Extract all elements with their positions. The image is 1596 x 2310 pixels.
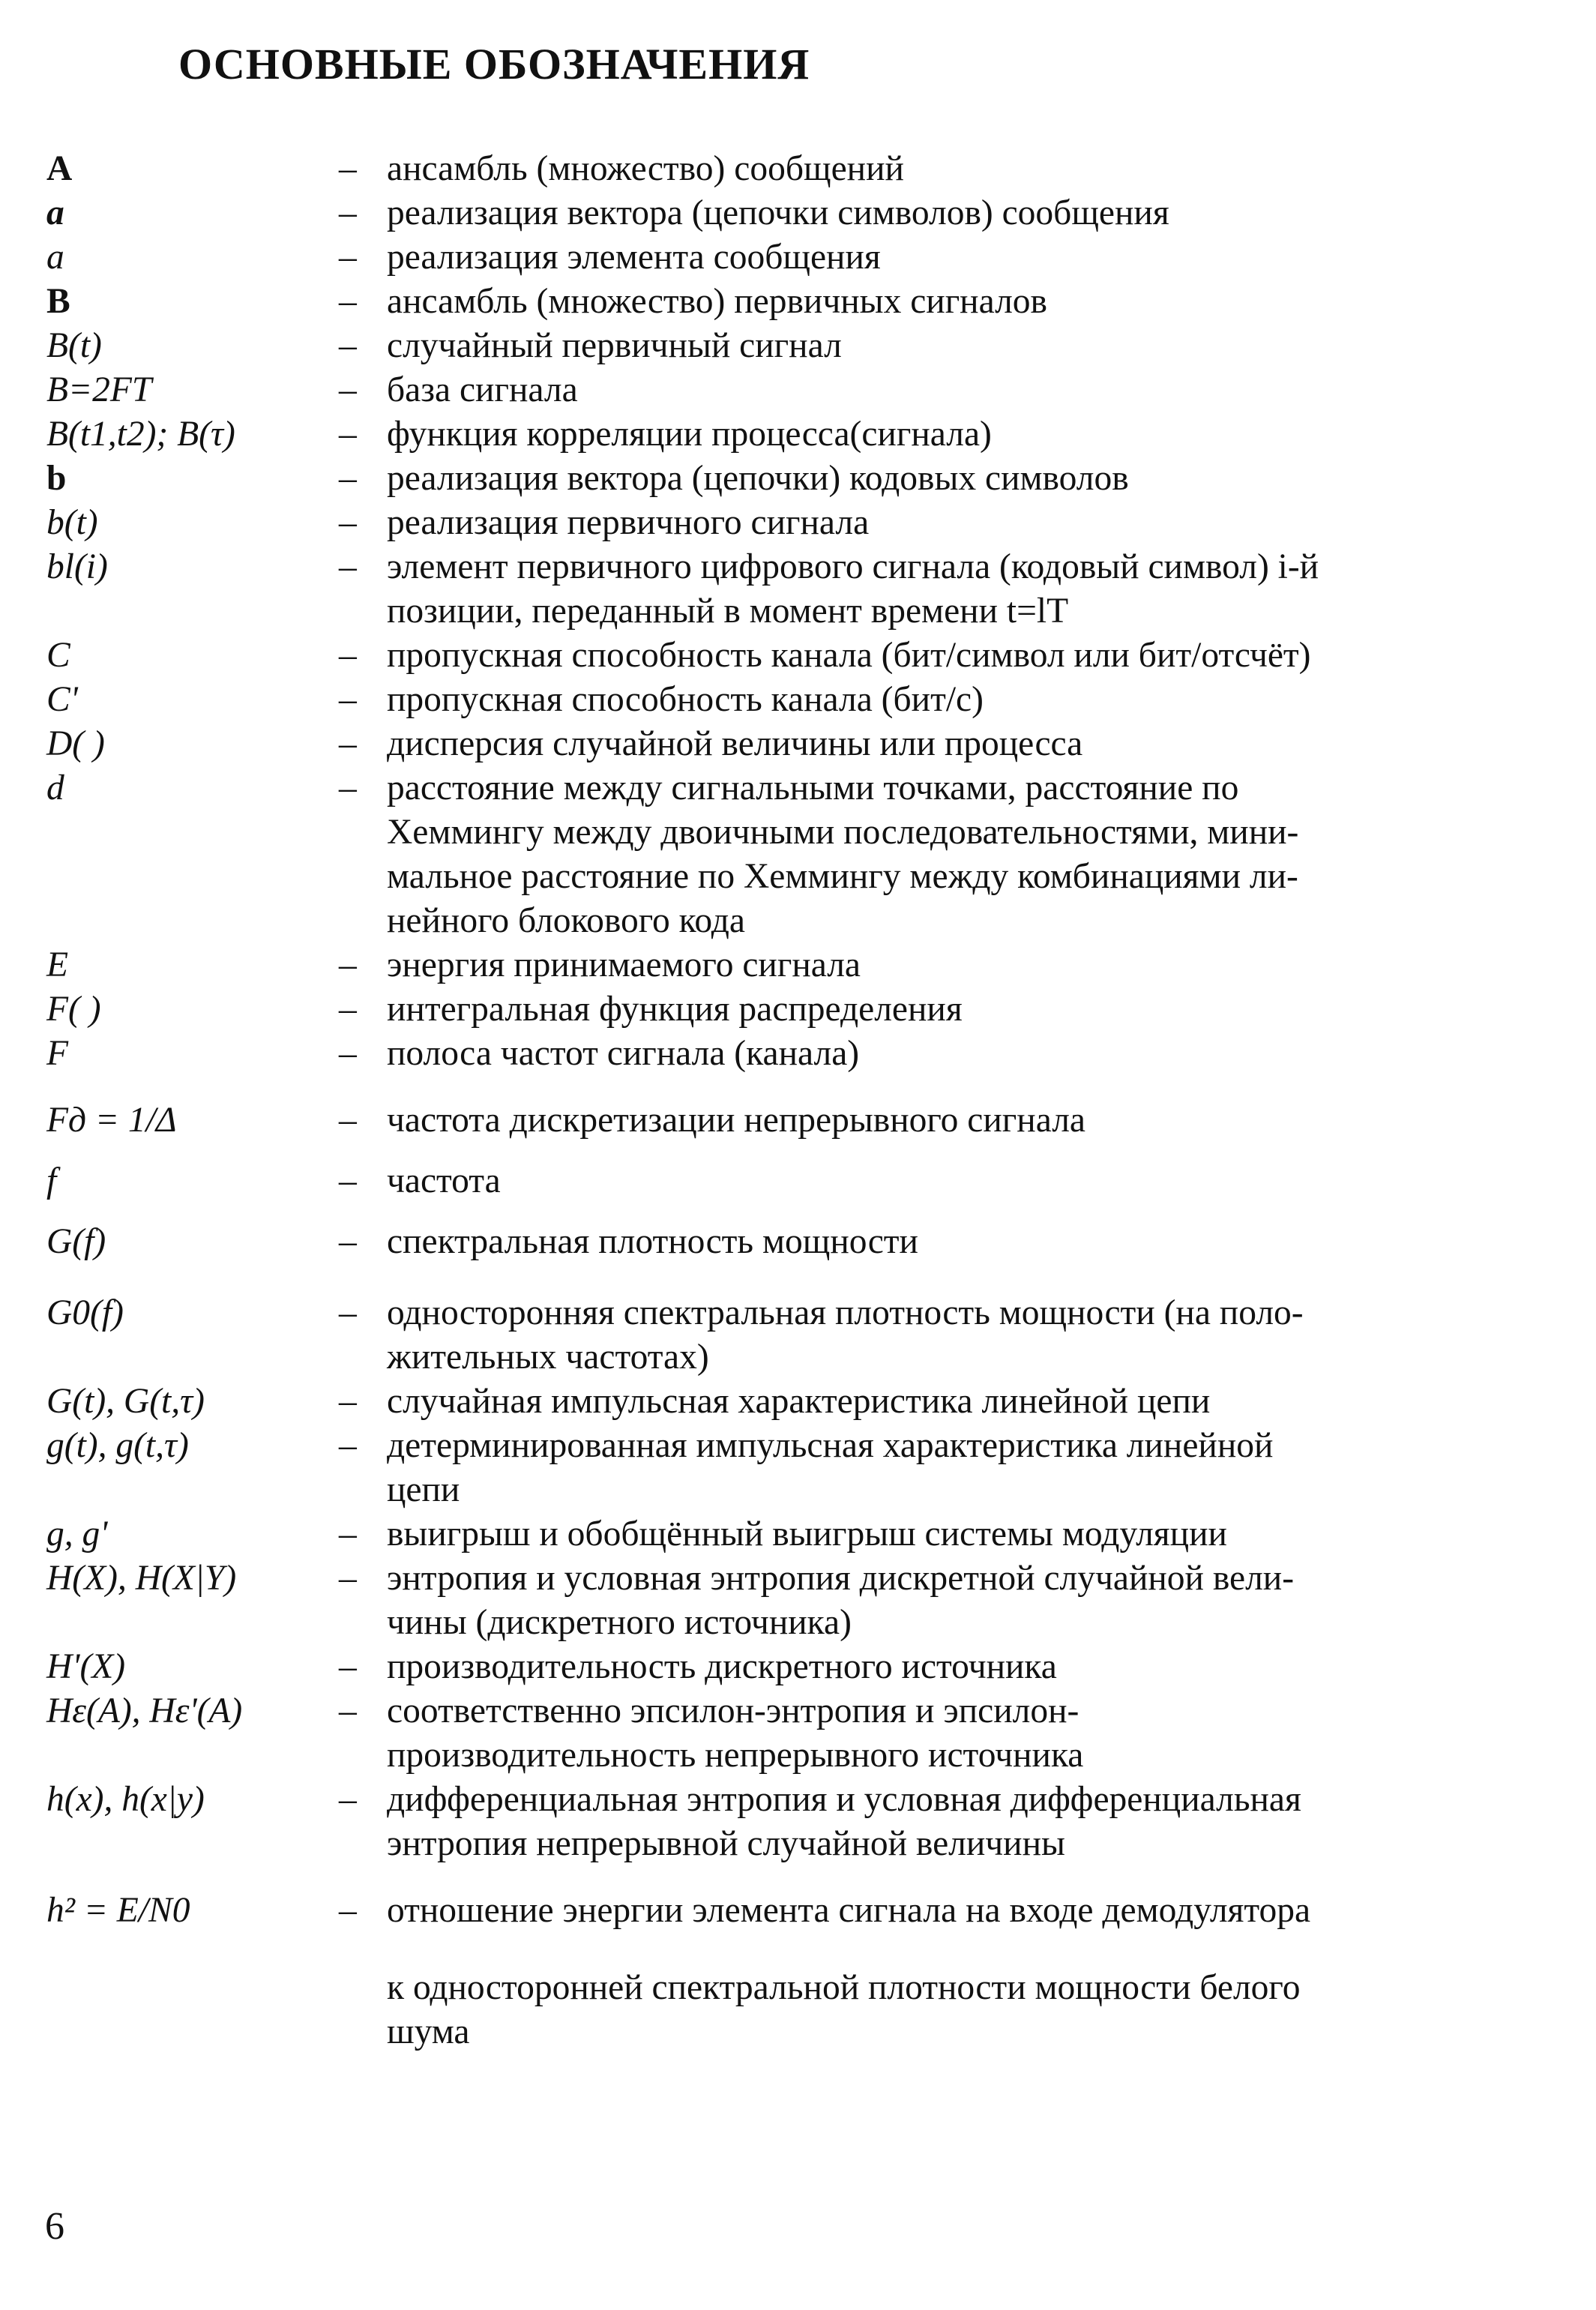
notation-symbol: b xyxy=(46,459,67,498)
dash: – xyxy=(339,680,357,719)
notation-entry xyxy=(46,1689,1568,1778)
notation-entry xyxy=(46,1778,1568,1866)
description-line: к односторонней спектральной плотности мощности белого xyxy=(387,1968,1301,2007)
notation-description xyxy=(387,1380,1568,1424)
notation-symbol: Fд = 1/Δ xyxy=(46,1101,177,1140)
notation-symbol: H'(X) xyxy=(46,1647,126,1686)
notation-description xyxy=(387,1098,1568,1143)
notation-entry xyxy=(46,1556,1568,1645)
dash: – xyxy=(339,370,357,409)
notation-symbol: C' xyxy=(46,680,78,719)
notation-symbol: g, g' xyxy=(46,1515,108,1553)
notation-symbol: B(t) xyxy=(46,326,102,365)
notation-symbol: d xyxy=(46,769,64,807)
notation-description xyxy=(387,766,1568,943)
description-line: производительность дискретного источника xyxy=(387,1647,1057,1686)
dash: – xyxy=(339,945,357,984)
notation-entry xyxy=(46,545,1568,634)
dash: – xyxy=(339,1101,357,1140)
notation-description xyxy=(387,1032,1568,1076)
description-line: энергия принимаемого сигнала xyxy=(387,945,861,984)
notation-symbol: H(X), H(X|Y) xyxy=(46,1559,237,1598)
page-title: ОСНОВНЫЕ ОБОЗНАЧЕНИЯ xyxy=(178,40,810,88)
notation-entry xyxy=(46,235,1568,280)
notation-description xyxy=(387,943,1568,987)
description-line: производительность непрерывного источника xyxy=(387,1736,1084,1775)
notation-entry xyxy=(46,987,1568,1032)
notation-entry xyxy=(46,412,1568,457)
notation-entry xyxy=(46,368,1568,412)
notation-entry xyxy=(46,1512,1568,1556)
dash: – xyxy=(339,1293,357,1332)
description-line: частота дискретизации непрерывного сигнала xyxy=(387,1101,1085,1140)
notation-description xyxy=(387,1645,1568,1689)
dash: – xyxy=(339,193,357,232)
notation-description xyxy=(387,501,1568,545)
dash: – xyxy=(339,1780,357,1819)
description-line: энтропия и условная энтропия дискретной случайной вели- xyxy=(387,1559,1295,1598)
notation-symbol: B xyxy=(46,282,70,321)
notation-entry xyxy=(46,1424,1568,1512)
dash: – xyxy=(339,1515,357,1553)
notation-description xyxy=(387,1556,1568,1645)
dash: – xyxy=(339,769,357,807)
notation-symbol: B(t1,t2); B(τ) xyxy=(46,415,235,454)
notation-symbol: G0(f) xyxy=(46,1293,124,1332)
description-line: пропускная способность канала (бит/с) xyxy=(387,680,984,719)
description-line: дифференциальная энтропия и условная дифференциальная xyxy=(387,1780,1301,1819)
description-line: нейного блокового кода xyxy=(387,901,745,940)
notation-symbol: h² = E/N0 xyxy=(46,1891,190,1930)
dash: – xyxy=(339,282,357,321)
notation-description xyxy=(387,722,1568,766)
notation-entry xyxy=(46,634,1568,678)
dash: – xyxy=(339,1382,357,1421)
description-line: шума xyxy=(387,2012,470,2051)
description-line: ансамбль (множество) первичных сигналов xyxy=(387,282,1047,321)
dash: – xyxy=(339,1161,357,1200)
notation-description xyxy=(387,235,1568,280)
notation-description xyxy=(387,634,1568,678)
notation-description xyxy=(387,412,1568,457)
notation-entry xyxy=(46,1032,1568,1076)
notation-entry xyxy=(46,191,1568,235)
notation-symbol: a xyxy=(46,193,64,232)
description-line: мальное расстояние по Хеммингу между комбинациями ли- xyxy=(387,857,1298,896)
notation-symbol: G(t), G(t,τ) xyxy=(46,1382,205,1421)
notation-description xyxy=(387,1220,1568,1264)
dash: – xyxy=(339,1426,357,1465)
notation-entry xyxy=(46,1380,1568,1424)
notation-symbol: b(t) xyxy=(46,503,98,542)
dash: – xyxy=(339,1691,357,1730)
notation-entry xyxy=(46,1645,1568,1689)
notation-entry xyxy=(46,501,1568,545)
dash: – xyxy=(339,326,357,365)
dash: – xyxy=(339,724,357,763)
dash: – xyxy=(339,636,357,675)
notation-entry xyxy=(46,766,1568,943)
description-line: выигрыш и обобщённый выигрыш системы модуляции xyxy=(387,1515,1227,1553)
dash: – xyxy=(339,547,357,586)
description-line: односторонняя спектральная плотность мощности (на поло- xyxy=(387,1293,1304,1332)
description-line: пропускная способность канала (бит/символ или бит/отсчёт) xyxy=(387,636,1311,675)
description-line: энтропия непрерывной случайной величины xyxy=(387,1824,1065,1863)
notation-symbol: G(f) xyxy=(46,1222,106,1261)
description-line: спектральная плотность мощности xyxy=(387,1222,918,1261)
description-line: отношение энергии элемента сигнала на входе демодулятора xyxy=(387,1891,1311,1930)
description-line: реализация вектора (цепочки) кодовых символов xyxy=(387,459,1129,498)
dash: – xyxy=(339,1647,357,1686)
description-line: Хеммингу между двоичными последовательностями, мини- xyxy=(387,813,1299,852)
notation-description xyxy=(387,1689,1568,1778)
notation-description xyxy=(387,1291,1568,1380)
description-line: соответственно эпсилон-энтропия и эпсилон- xyxy=(387,1691,1079,1730)
description-line: дисперсия случайной величины или процесса xyxy=(387,724,1083,763)
description-line: реализация элемента сообщения xyxy=(387,238,881,277)
dash: – xyxy=(339,1891,357,1930)
notation-entry xyxy=(46,1291,1568,1380)
description-line: реализация вектора (цепочки символов) сообщения xyxy=(387,193,1169,232)
description-line: случайный первичный сигнал xyxy=(387,326,842,365)
notation-entry xyxy=(46,722,1568,766)
description-line: ансамбль (множество) сообщений xyxy=(387,149,904,188)
description-line: полоса частот сигнала (канала) xyxy=(387,1034,860,1073)
notation-entry xyxy=(46,457,1568,501)
notation-entry xyxy=(46,678,1568,722)
notation-symbol: h(x), h(x|y) xyxy=(46,1780,205,1819)
notation-description xyxy=(387,147,1568,191)
dash: – xyxy=(339,1559,357,1598)
description-line: реализация первичного сигнала xyxy=(387,503,870,542)
notation-symbol: f xyxy=(46,1161,57,1200)
description-line: функция корреляции процесса(сигнала) xyxy=(387,415,992,454)
notation-description xyxy=(387,1159,1568,1203)
notation-description xyxy=(387,1778,1568,1866)
description-line: позиции, переданный в момент времени t=lT xyxy=(387,592,1069,631)
description-line: расстояние между сигнальными точками, расстояние по xyxy=(387,769,1239,807)
notation-entry xyxy=(46,943,1568,987)
description-line: детерминированная импульсная характеристика линейной xyxy=(387,1426,1274,1465)
notation-description xyxy=(387,368,1568,412)
dash: – xyxy=(339,149,357,188)
notation-entry xyxy=(46,1159,1568,1203)
notation-description xyxy=(387,324,1568,368)
description-line: элемент первичного цифрового сигнала (кодовый символ) i-й xyxy=(387,547,1319,586)
notation-symbol: C xyxy=(46,636,70,675)
description-line: случайная импульсная характеристика линейной цепи xyxy=(387,1382,1211,1421)
notation-description xyxy=(387,987,1568,1032)
notation-entry xyxy=(46,147,1568,191)
notation-entry xyxy=(46,1098,1568,1143)
notation-symbol: bl(i) xyxy=(46,547,108,586)
dash: – xyxy=(339,503,357,542)
description-line: частота xyxy=(387,1161,501,1200)
notation-symbol: a xyxy=(46,238,64,277)
description-line: интегральная функция распределения xyxy=(387,990,963,1029)
description-line: база сигнала xyxy=(387,370,578,409)
notation-entry xyxy=(46,1220,1568,1264)
notation-description xyxy=(387,457,1568,501)
notation-entry xyxy=(46,1889,1568,2054)
notation-description xyxy=(387,545,1568,634)
notation-symbol: A xyxy=(46,149,73,188)
notation-list xyxy=(46,147,1568,2054)
notation-symbol: g(t), g(t,τ) xyxy=(46,1426,189,1465)
dash: – xyxy=(339,1034,357,1073)
notation-symbol: Hε(A), Hε'(A) xyxy=(46,1691,243,1730)
notation-description xyxy=(387,1512,1568,1556)
notation-symbol: B=2FT xyxy=(46,370,152,409)
notation-description xyxy=(387,1424,1568,1512)
page-number: 6 xyxy=(45,2205,64,2248)
dash: – xyxy=(339,238,357,277)
notation-symbol: F( ) xyxy=(46,990,101,1029)
notation-description xyxy=(387,280,1568,324)
description-line: чины (дискретного источника) xyxy=(387,1603,852,1642)
dash: – xyxy=(339,990,357,1029)
notation-symbol: F xyxy=(46,1034,69,1073)
notation-entry xyxy=(46,280,1568,324)
dash: – xyxy=(339,415,357,454)
dash: – xyxy=(339,1222,357,1261)
notation-symbol: D( ) xyxy=(46,724,105,763)
dash: – xyxy=(339,459,357,498)
notation-entry xyxy=(46,324,1568,368)
notation-description xyxy=(387,1889,1568,2054)
notation-symbol: E xyxy=(46,945,69,984)
description-line: цепи xyxy=(387,1470,460,1509)
description-line: жительных частотах) xyxy=(387,1338,709,1377)
notation-description xyxy=(387,191,1568,235)
notation-description xyxy=(387,678,1568,722)
